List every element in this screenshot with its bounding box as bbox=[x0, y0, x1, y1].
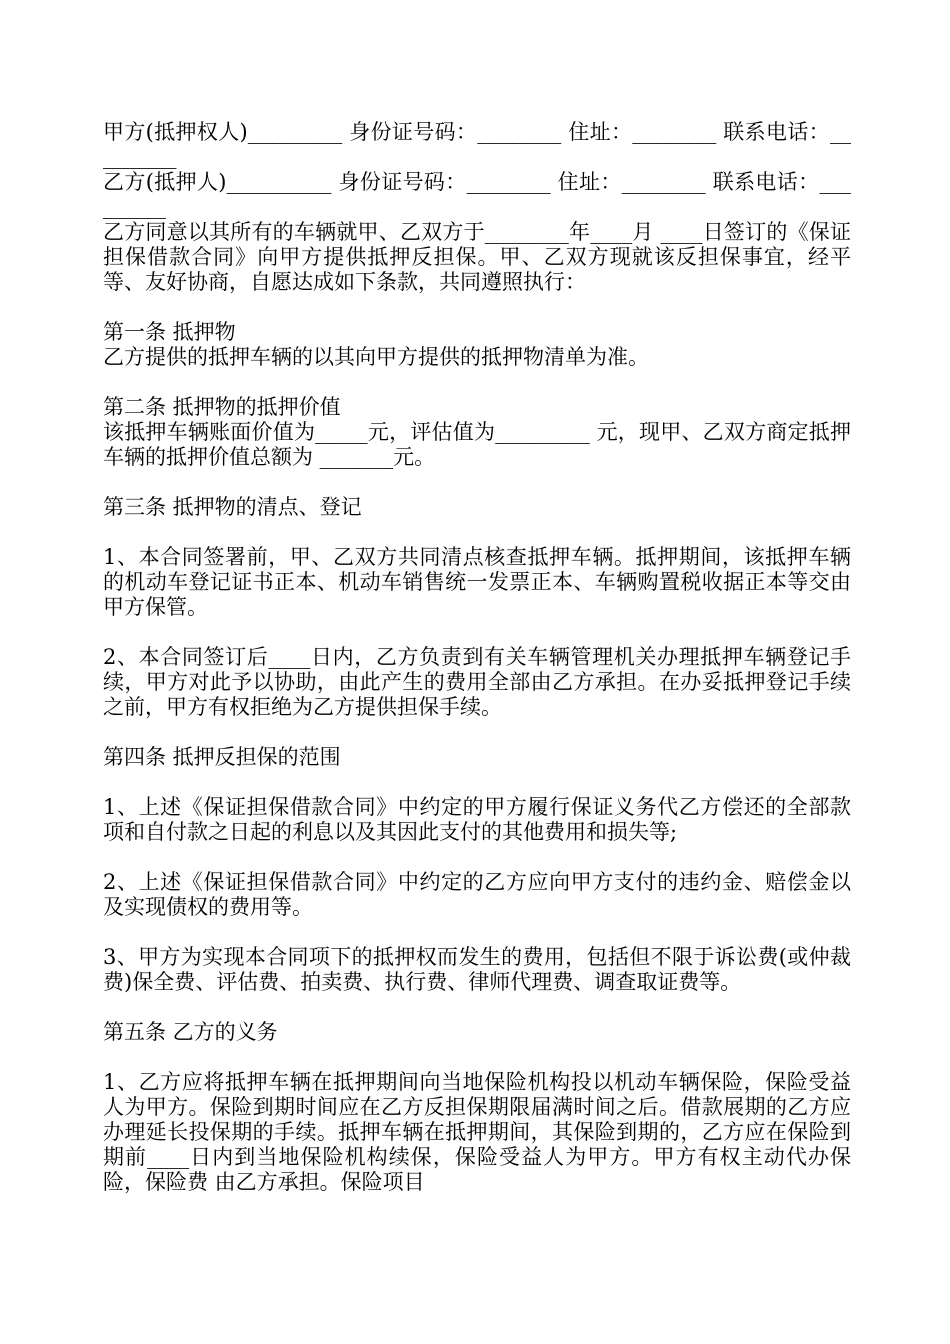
paragraph-spacer bbox=[103, 845, 851, 870]
paragraph-spacer bbox=[103, 520, 851, 545]
contract-paragraph: 3、甲方为实现本合同项下的抵押权而发生的费用，包括但不限于诉讼费(或仲裁费)保全费、评估费、拍卖费、执行费、律师代理费、调查取证费等。 bbox=[103, 945, 851, 994]
section-heading: 第一条 抵押物 bbox=[103, 320, 236, 344]
section-heading: 第二条 抵押物的抵押价值 bbox=[103, 395, 341, 419]
contract-paragraph: 该抵押车辆账面价值为_____元，评估值为_________ 元，现甲、乙双方商定抵押车辆的抵押价值总额为 _______元。 bbox=[103, 420, 851, 469]
contract-paragraph: 乙方同意以其所有的车辆就甲、乙双方于________年____月 ____日签订的《保证担保借款合同》向甲方提供抵押反担保。甲、乙双方现就该反担保事宜，经平等、友好协商，自愿达成如下条款，共同遵照执行： bbox=[103, 220, 851, 294]
paragraph-spacer bbox=[103, 470, 851, 495]
section-heading: 第四条 抵押反担保的范围 bbox=[103, 745, 341, 769]
paragraph-spacer bbox=[103, 370, 851, 395]
contract-paragraph: 1、乙方应将抵押车辆在抵押期间向当地保险机构投以机动车辆保险，保险受益人为甲方。保险到期时间应在乙方反担保期限届满时间之后。借款展期的乙方应办理延长投保期的手续。抵押车辆在抵押期间，其保险到期的，乙方应在保险到期前____日内到当地保险机构续保，保险受益人为甲方。甲方有权主动代办保险，保险费 由乙方承担。保险项目 bbox=[103, 1070, 851, 1194]
paragraph-spacer bbox=[103, 770, 851, 795]
contract-paragraph: 乙方(抵押人)__________ 身份证号码：________ 住址：________ 联系电话：_________ bbox=[103, 170, 851, 219]
section-heading: 第三条 抵押物的清点、登记 bbox=[103, 495, 362, 519]
section-heading: 第五条 乙方的义务 bbox=[103, 1020, 278, 1044]
contract-paragraph: 乙方提供的抵押车辆的以其向甲方提供的抵押物清单为准。 bbox=[103, 345, 649, 369]
paragraph-spacer bbox=[103, 995, 851, 1020]
contract-paragraph: 2、上述《保证担保借款合同》中约定的乙方应向甲方支付的违约金、赔偿金以及实现债权的费用等。 bbox=[103, 870, 851, 919]
paragraph-spacer bbox=[103, 295, 851, 320]
contract-paragraph: 1、上述《保证担保借款合同》中约定的甲方履行保证义务代乙方偿还的全部款项和自付款之日起的利息以及其因此支付的其他费用和损失等; bbox=[103, 795, 851, 844]
contract-paragraph: 1、本合同签署前，甲、乙双方共同清点核查抵押车辆。抵押期间，该抵押车辆的机动车登记证书正本、机动车销售统一发票正本、车辆购置税收据正本等交由甲方保管。 bbox=[103, 545, 851, 619]
paragraph-spacer bbox=[103, 720, 851, 745]
paragraph-spacer bbox=[103, 1045, 851, 1070]
paragraph-spacer bbox=[103, 620, 851, 645]
contract-paragraph: 甲方(抵押权人)_________ 身份证号码：________ 住址：________ 联系电话：_________ bbox=[103, 120, 851, 169]
contract-paragraph: 2、本合同签订后____日内，乙方负责到有关车辆管理机关办理抵押车辆登记手续，甲方对此予以协助，由此产生的费用全部由乙方承担。在办妥抵押登记手续之前，甲方有权拒绝为乙方提供担保手续。 bbox=[103, 645, 851, 719]
contract-document bbox=[103, 120, 851, 1195]
paragraph-spacer bbox=[103, 920, 851, 945]
